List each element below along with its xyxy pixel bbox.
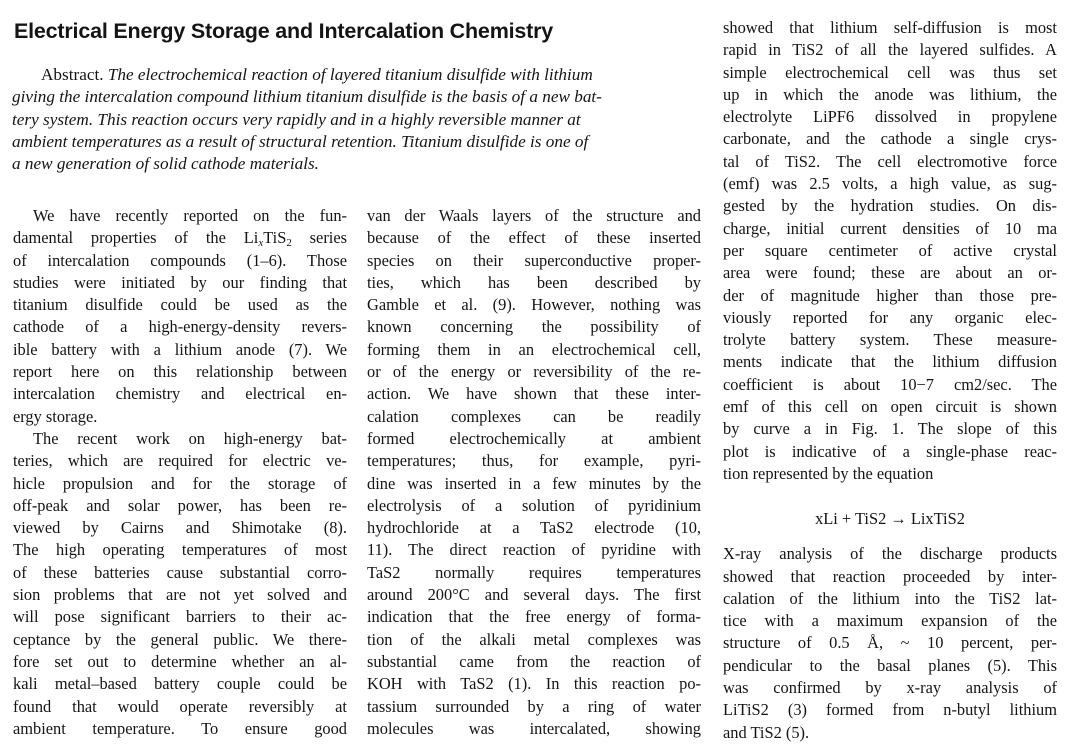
text-line: der of magnitude higher than those pre- — [723, 285, 1057, 305]
text-line: coefficient is about 10−7 cm2/sec. The — [723, 374, 1057, 394]
abstract-line: tery system. This reaction occurs very rapidly and in a highly reversible manner at — [12, 109, 581, 129]
text-line: report here on this relationship between — [13, 362, 347, 382]
text-line: temperatures; thus, for example, pyri- — [367, 451, 701, 471]
text-line: sion problems that are not yet solved and — [13, 585, 347, 605]
text-line: The high operating temperatures of most — [13, 540, 347, 560]
text-line: showed that lithium self-diffusion is most — [723, 18, 1057, 37]
text-line: molecules was intercalated, showing — [367, 718, 701, 738]
text-line: hydrochloride at a TaS2 electrode (10, — [367, 518, 701, 538]
text-line: trolyte battery system. These measure- — [723, 330, 1057, 350]
text-line: tion of the alkali metal complexes was — [367, 629, 701, 649]
text-line: of intercalation compounds (1–6). Those — [13, 250, 347, 270]
text-line: ergy storage. — [13, 406, 98, 426]
text-line: showed that reaction proceeded by inter- — [723, 566, 1057, 586]
abstract-line: a new generation of solid cathode materials. — [12, 154, 319, 174]
text-line: around 200°C and several days. The first — [367, 585, 701, 605]
text-line: was confirmed by x-ray analysis of — [723, 678, 1057, 698]
text-line: pendicular to the basal planes (5). This — [723, 655, 1057, 675]
text-line: species on their superconductive proper- — [367, 250, 701, 270]
text-line: 11). The direct reaction of pyridine with — [367, 540, 701, 560]
text-line: because of the effect of these inserted — [367, 228, 701, 248]
text-line: electrolyte LiPF6 dissolved in propylene — [723, 107, 1057, 127]
text-line: tice with a maximum expansion of the — [723, 611, 1057, 631]
abstract-line: Abstract. The electrochemical reaction of layered titanium disulfide with lithium — [41, 65, 593, 84]
text-line: titanium disulfide could be used as the — [13, 295, 347, 315]
text-line: and TiS2 (5). — [723, 722, 810, 742]
text-line: calation of the lithium into the TiS2 lat- — [723, 588, 1057, 608]
text-line: We have recently reported on the fun- — [33, 206, 347, 225]
text-line: damental properties of the $Li_xTiS_2$ series — [13, 228, 347, 250]
text-line: KOH with TaS2 (1). In this reaction po- — [367, 674, 701, 694]
text-line: ambient temperature. To ensure good — [13, 718, 347, 738]
text-line: calation complexes can be readily — [367, 406, 701, 426]
text-line: intercalation chemistry and electrical en- — [13, 384, 347, 404]
column-1 — [13, 205, 347, 740]
text-line: formed electrochemically at ambient — [367, 428, 701, 448]
text-line: X-ray analysis of the discharge products — [723, 544, 1057, 564]
text-line: ible battery with a lithium anode (7). We — [13, 339, 347, 359]
text-line: van der Waals layers of the structure and — [367, 206, 701, 225]
text-line: electrolysis of a solution of pyridinium — [367, 495, 701, 515]
text-line: forming them in an electrochemical cell, — [367, 339, 701, 359]
text-line: fore set out to determine whether an al- — [13, 651, 347, 671]
text-line: tal of TiS2. The cell electromotive force — [723, 151, 1057, 171]
text-line: tion represented by the equation — [723, 463, 934, 483]
text-line: kali metal–based battery couple could be — [13, 674, 347, 694]
text-line: substantial came from the reaction of — [367, 651, 701, 671]
text-line: viously reported for any organic elec- — [723, 307, 1057, 327]
text-line: gested by the hydration studies. On dis- — [723, 196, 1057, 216]
text-line: (emf) was 2.5 volts, a high value, as sug- — [723, 174, 1057, 194]
abstract-line: ambient temperatures as a result of structural retention. Titanium disulfide is one of — [12, 131, 589, 151]
text-line: emf of this cell on open circuit is shown — [723, 397, 1057, 417]
abstract — [12, 64, 702, 175]
text-line: teries, which are required for electric ve- — [13, 451, 347, 471]
column-2 — [367, 205, 701, 740]
text-line: dine was inserted in a few minutes by the — [367, 473, 701, 493]
text-line: charge, initial current densities of 10 ma — [723, 218, 1057, 238]
text-line: tassium surrounded by a ring of water — [367, 696, 701, 716]
paper-title: Electrical Energy Storage and Intercalation Chemistry — [14, 19, 554, 43]
text-line: indication that the free energy of forma- — [367, 607, 701, 627]
text-line: ments indicate that the lithium diffusion — [723, 352, 1057, 372]
text-line: LiTiS2 (3) formed from n-butyl lithium — [723, 700, 1057, 720]
column-3 — [723, 17, 1057, 744]
text-line: per square centimeter of active crystal — [723, 240, 1057, 260]
text-line: viewed by Cairns and Shimotake (8). — [13, 518, 347, 538]
text-line: up in which the anode was lithium, the — [723, 84, 1057, 104]
text-line: plot is indicative of a single-phase reac- — [723, 441, 1057, 461]
text-line: structure of 0.5 Å, ~ 10 percent, per- — [723, 633, 1057, 653]
text-line: TaS2 normally requires temperatures — [367, 562, 701, 582]
text-line: hicle propulsion and for the storage of — [13, 473, 347, 493]
text-line: studies were initiated by our finding that — [13, 272, 347, 292]
text-line: found that would operate reversibly at — [13, 696, 347, 716]
text-line: off-peak and solar power, has been re- — [13, 495, 347, 515]
text-line: rapid in TiS2 of all the layered sulfides. A — [723, 40, 1057, 60]
text-line: Gamble et al. (9). However, nothing was — [367, 295, 701, 315]
text-line: known concerning the possibility of — [367, 317, 701, 337]
text-line: The recent work on high-energy bat- — [33, 428, 347, 448]
text-line: ties, which has been described by — [367, 272, 701, 292]
text-line: will pose significant barriers to their ac- — [13, 607, 347, 627]
abstract-line: giving the intercalation compound lithium titanium disulfide is the basis of a new bat- — [12, 87, 602, 107]
text-line: or of the energy or reversibility of the re- — [367, 362, 701, 382]
text-line: ceptance by the general public. We there- — [13, 629, 347, 649]
text-line: area were found; these are about an or- — [723, 263, 1057, 283]
text-line: cathode of a high-energy-density revers- — [13, 317, 347, 337]
reaction-equation: xLi + TiS2 → LixTiS2 — [815, 509, 965, 529]
text-line: of these batteries cause substantial corro- — [13, 562, 347, 582]
text-line: carbonate, and the cathode a single crys- — [723, 129, 1057, 149]
text-line: simple electrochemical cell was thus set — [723, 62, 1057, 82]
text-line: action. We have shown that these inter- — [367, 384, 701, 404]
text-line: by curve a in Fig. 1. The slope of this — [723, 419, 1057, 439]
abstract-label: Abstract. — [41, 65, 104, 84]
